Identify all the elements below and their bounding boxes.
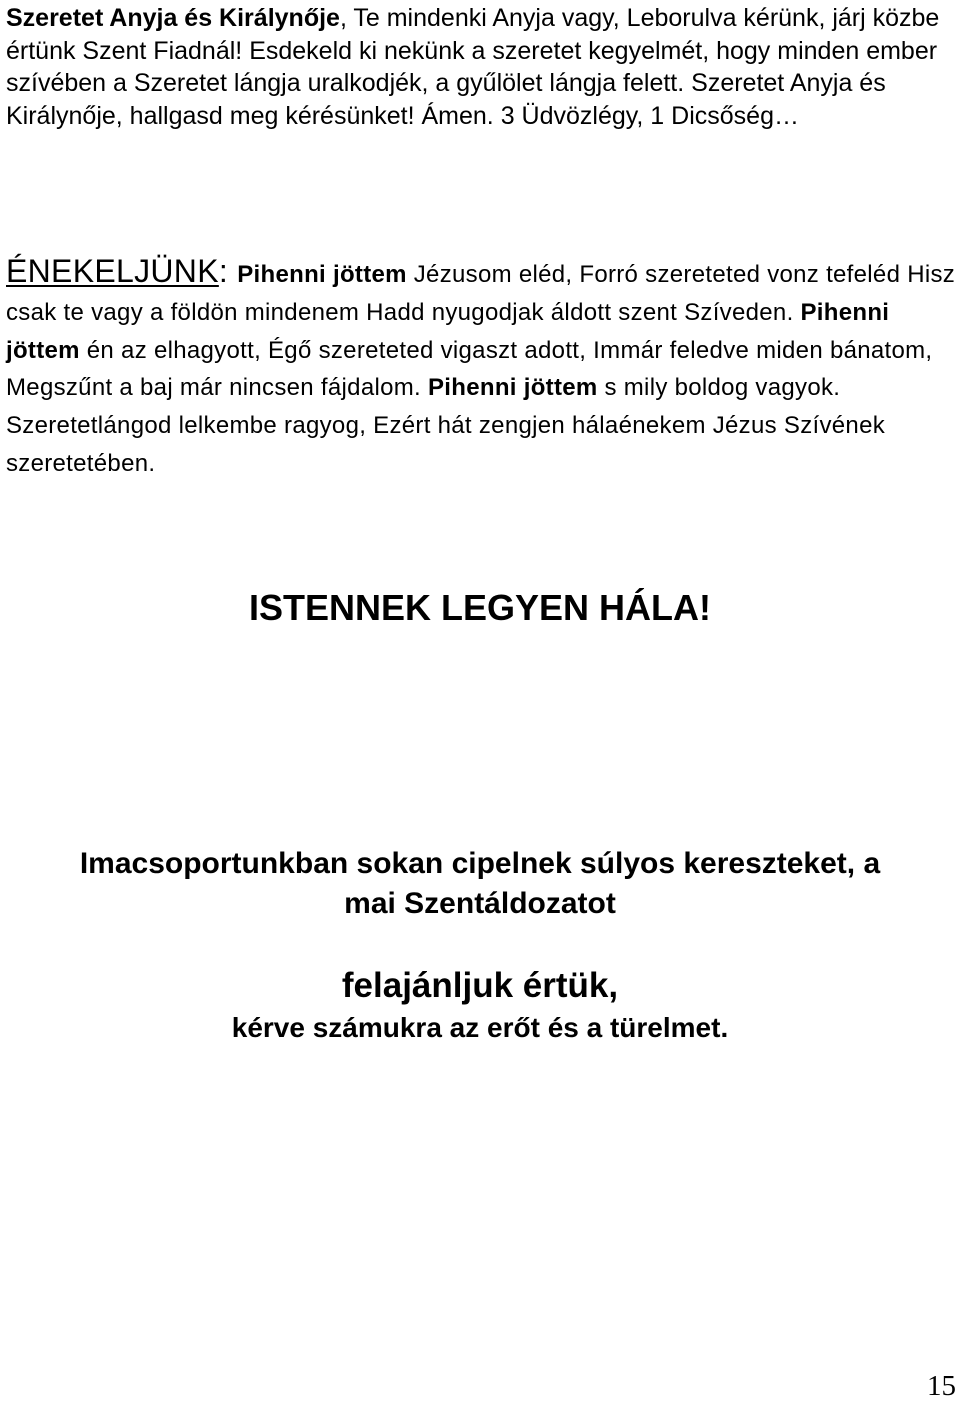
prayer-paragraph [6,2,956,132]
thanks-heading: ISTENNEK LEGYEN HÁLA! [248,587,712,628]
dedication-text [0,844,960,924]
prayer-body: , Te mindenki Anyja vagy, Leborulva kérünk, járj közbe értünk Szent Fiadnál! Esdekeld ki nekünk a szeretet kegyelmét, hogy minden ember szívében a Szeretet lángja uralkodjék, a gyűlölet lángja felett. Szeretet Anyja és Királynője, hallgasd meg kérésünket! Ámen. 3 Üdvözlégy, 1 Dicsőség… [6,4,940,130]
song-verse-2: én az elhagyott, Égő szereteted vigaszt adott, Immár feledve miden bánatom, Megszűnt a baj már nincsen fájdalom. [6,336,933,402]
song-verse-3: s mily boldog vagyok. Szeretetlángod lelkembe ragyog, Ezért hát zengjen hálaénekem Jézus Szívének szeretetében. [6,374,886,477]
dedication-line: mai Szentáldozatot [344,887,616,920]
request-text: kérve számukra az erőt és a türelmet. [231,1012,729,1043]
dedication-line: Imacsoportunkban sokan cipelnek súlyos kereszteket, a [79,847,881,880]
prayer-heading: Szeretet Anyja és Királynője [6,4,340,32]
song-paragraph [6,253,956,483]
page-number: 15 [927,1370,956,1402]
offer-text: felajánljuk értük, [341,966,619,1005]
song-label: ÉNEKELJÜNK [6,253,219,289]
song-verse-1: Jézusom eléd, Forró szereteted vonz tefeléd Hisz csak te vagy a földön mindenem Hadd nyugodjak áldott szent Szíveden. [6,261,956,326]
song-refrain: Pihenni jöttem [427,374,598,402]
song-refrain: Pihenni jöttem [6,298,890,364]
song-refrain: Pihenni jöttem [237,261,407,288]
song-label-colon: : [218,253,238,289]
